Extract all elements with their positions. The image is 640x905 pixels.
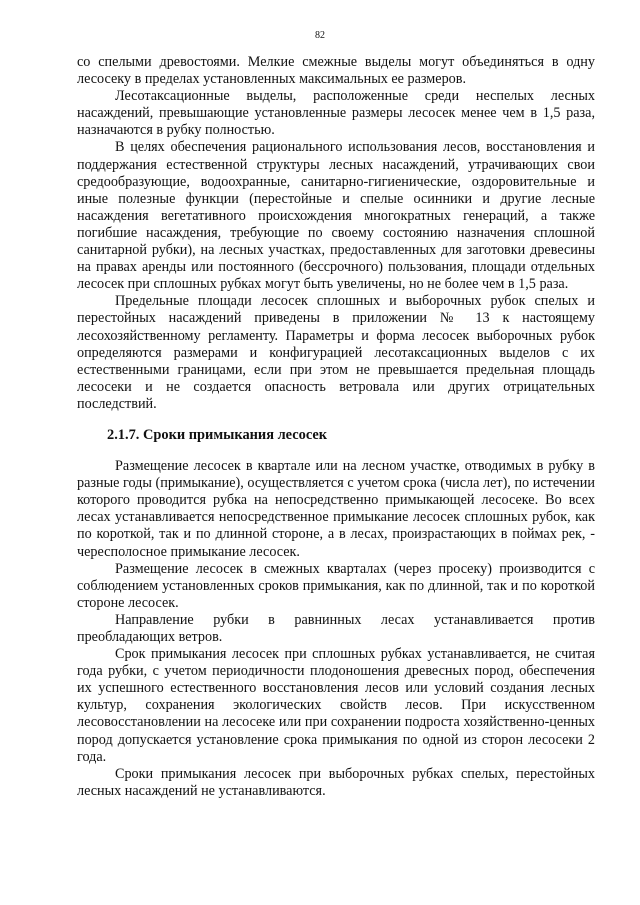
paragraph: Направление рубки в равнинных лесах устанавливается против преобладающих ветров.	[77, 611, 595, 645]
paragraph: Размещение лесосек в квартале или на лесном участке, отводимых в рубку в разные годы (примыкание), осуществляется с учетом срока (числа лет), по истечении которого проводится рубка на непосредственно примыкающей лесосеке. Во всех лесах устанавливается непосредственное примыкание лесосек сплошных рубок, как по короткой, так и по длинной стороне, а в лесах, произрастающих в поймах рек, - чересполосное примыкание лесосек.	[77, 458, 595, 560]
document-body	[77, 54, 595, 800]
paragraph: Размещение лесосек в смежных кварталах (через просеку) производится с соблюдением установленных сроков примыкания, как по длинной, так и по короткой стороне лесосек.	[77, 560, 595, 611]
paragraph: В целях обеспечения рационального использования лесов, восстановления и поддержания естественной структуры лесных насаждений, утрачивающих свои средообразующие, водоохранные, санитарно-гигиенические, оздоровительные и иные полезные функции (перестойные и спелые осинники и другие лесные насаждения вегетативного происхождения многократных генераций, а также погибшие насаждения, требующие по своему состоянию назначения сплошной санитарной рубки), на лесных участках, предоставленных для заготовки древесины на правах аренды или постоянного (бессрочного) пользования, площади отдельных лесосек при сплошных рубках могут быть увеличены, но не более чем в 1,5 раза.	[77, 139, 595, 293]
paragraph: Предельные площади лесосек сплошных и выборочных рубок спелых и перестойных насаждений приведены в приложении № 13 к настоящему лесохозяйственному регламенту. Параметры и форма лесосек выборочных рубок определяются размерами и конфигурацией лесотаксационных выделов с их естественными границами, если при этом не превышается предельная площадь лесосеки и не создается опасность ветровала или других отрицательных последствий.	[77, 293, 595, 412]
paragraph: Лесотаксационные выделы, расположенные среди неспелых лесных насаждений, превышающие установленные размеры лесосек менее чем в 1,5 раза, назначаются в рубку полностью.	[77, 88, 595, 139]
paragraph: Сроки примыкания лесосек при выборочных рубках спелых, перестойных лесных насаждений не устанавливаются.	[77, 765, 595, 799]
page-number: 82	[315, 30, 325, 41]
section-heading: 2.1.7. Сроки примыкания лесосек	[107, 426, 328, 443]
paragraph-continuation: со спелыми древостоями. Мелкие смежные выделы могут объединяться в одну лесосеку в пределах установленных максимальных ее размеров.	[77, 54, 595, 88]
paragraph: Срок примыкания лесосек при сплошных рубках устанавливается, не считая года рубки, с учетом периодичности плодоношения древесных пород, обеспечения их успешного естественного восстановления лесов или условий создания лесных культур, сохранения экологических свойств лесов. При искусственном лесовосстановлении на лесосеке или при сохранении подроста хозяйственно-ценных пород допускается установление срока примыкания по одной из сторон лесосеки 2 года.	[77, 646, 595, 765]
